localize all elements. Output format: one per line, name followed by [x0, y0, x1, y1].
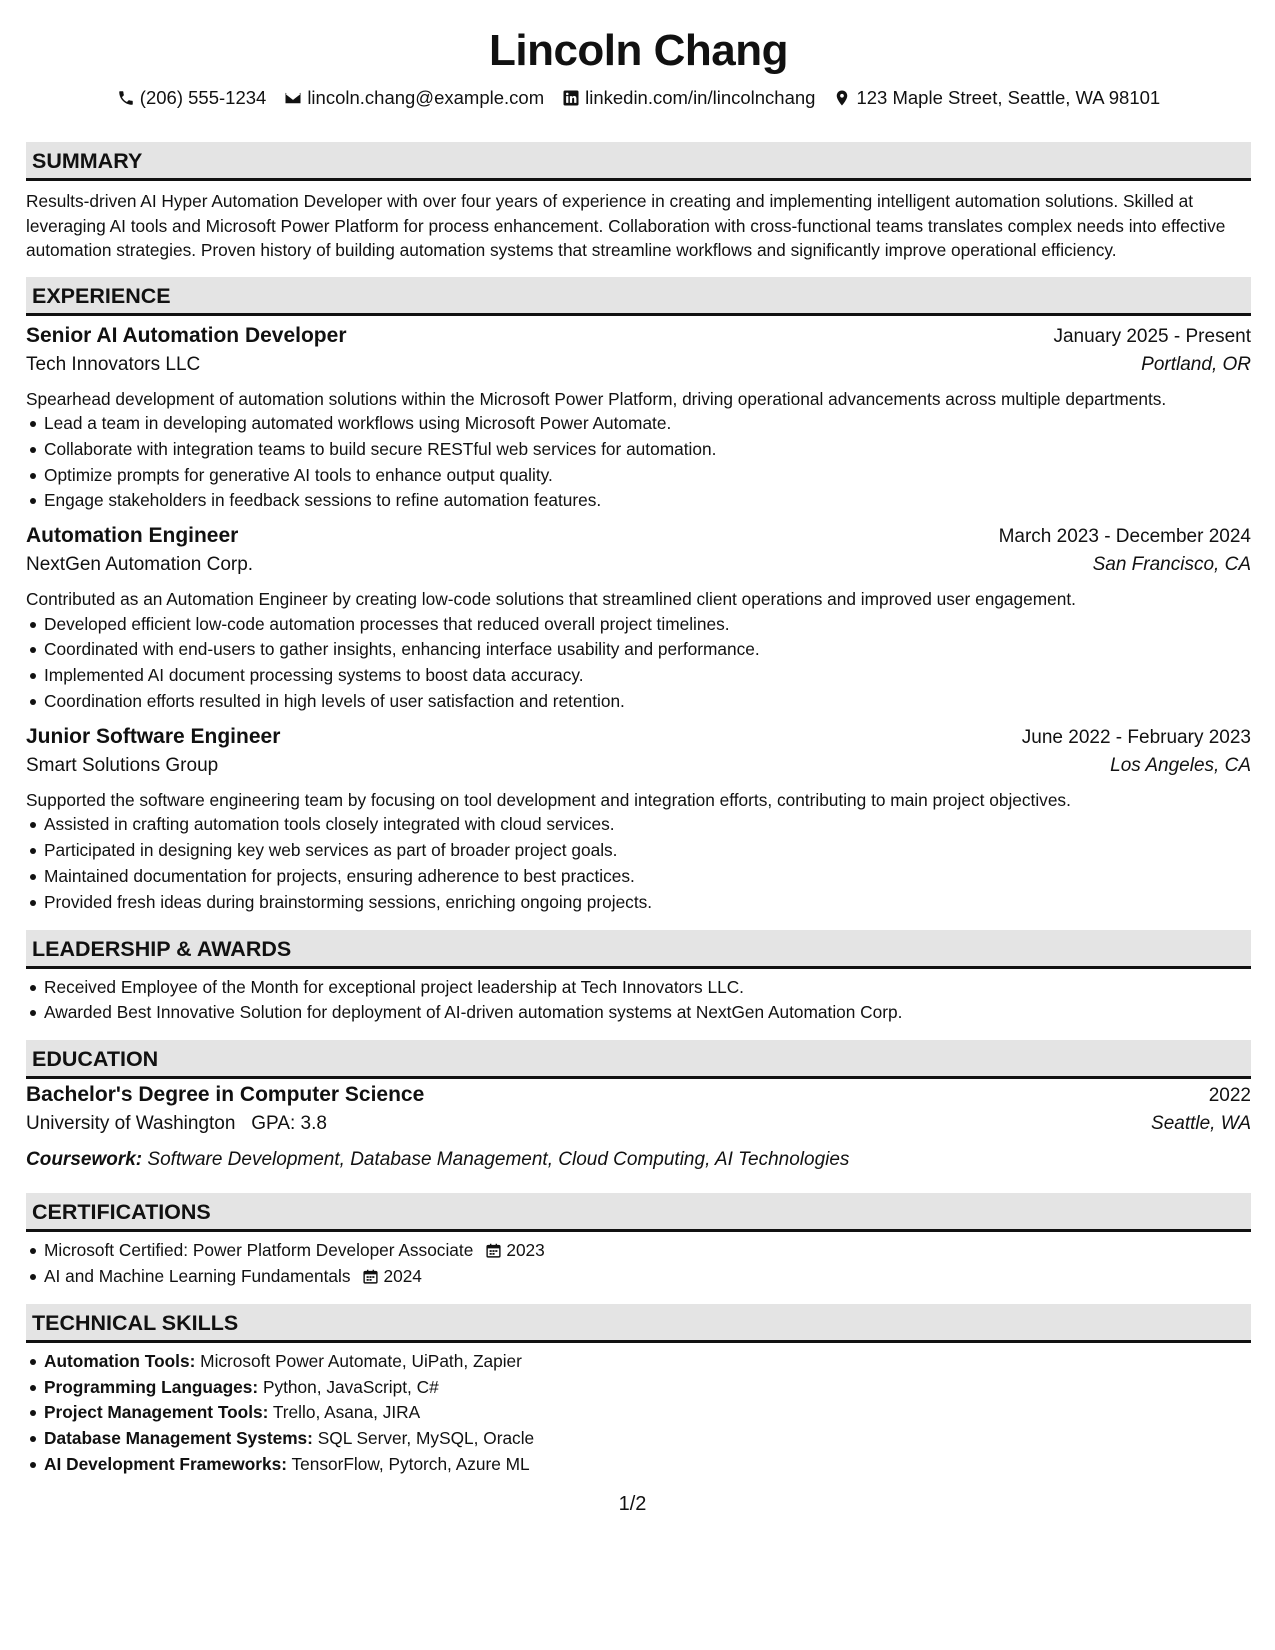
contact-bar — [26, 84, 1251, 112]
job-location: Los Angeles, CA — [1110, 754, 1251, 776]
list-item: Optimize prompts for generative AI tools to enhance output quality. — [44, 463, 1251, 489]
coursework-label: Coursework: — [26, 1149, 143, 1171]
coursework-text: Software Development, Database Management, Cloud Computing, AI Technologies — [147, 1149, 850, 1171]
job-entry — [26, 324, 1251, 515]
education-entry — [26, 1083, 1251, 1175]
certifications-list — [26, 1238, 1251, 1290]
resume-page — [26, 0, 1251, 1515]
job-title: Junior Software Engineer — [26, 724, 281, 748]
list-item: Maintained documentation for projects, ensuring adherence to best practices. — [44, 864, 1251, 890]
job-bullets — [26, 812, 1251, 915]
section-heading-experience: EXPERIENCE — [26, 277, 1251, 316]
job-title: Senior AI Automation Developer — [26, 323, 347, 347]
calendar-icon — [362, 1267, 379, 1284]
job-entry — [26, 725, 1251, 916]
list-item — [44, 1426, 1251, 1452]
linkedin-icon — [562, 89, 580, 107]
job-company: NextGen Automation Corp. — [26, 554, 254, 576]
school-location: Seattle, WA — [1151, 1113, 1251, 1135]
skill-label: AI Development Frameworks: — [44, 1453, 287, 1474]
skills-list — [26, 1349, 1251, 1478]
phone-text: (206) 555-1234 — [139, 87, 267, 108]
contact-email[interactable] — [284, 87, 544, 109]
job-dates: June 2022 - February 2023 — [1021, 726, 1251, 748]
linkedin-text: linkedin.com/in/lincolnchang — [585, 87, 816, 108]
page-number: 1/2 — [618, 1493, 647, 1515]
list-item: Developed efficient low-code automation processes that reduced overall project timelines. — [44, 612, 1251, 638]
list-item — [44, 1349, 1251, 1375]
calendar-icon — [485, 1241, 502, 1258]
list-item: Assisted in crafting automation tools closely integrated with cloud services. — [44, 812, 1251, 838]
skill-value: SQL Server, MySQL, Oracle — [317, 1428, 535, 1449]
certification-year: 2023 — [506, 1240, 545, 1261]
contact-address — [833, 87, 1160, 109]
job-company: Smart Solutions Group — [26, 754, 219, 776]
skill-label: Database Management Systems: — [44, 1428, 313, 1449]
skill-label: Automation Tools: — [44, 1350, 196, 1371]
map-pin-icon — [833, 89, 851, 107]
section-heading-summary: SUMMARY — [26, 142, 1251, 181]
awards-list — [26, 975, 1251, 1027]
job-company: Tech Innovators LLC — [26, 353, 201, 375]
envelope-icon — [284, 89, 302, 107]
skill-label: Programming Languages: — [44, 1376, 259, 1397]
list-item: Lead a team in developing automated workflows using Microsoft Power Automate. — [44, 411, 1251, 437]
job-dates: January 2025 - Present — [1053, 325, 1251, 347]
list-item — [44, 1238, 1251, 1264]
list-item: Coordination efforts resulted in high levels of user satisfaction and retention. — [44, 689, 1251, 715]
list-item: Provided fresh ideas during brainstorming sessions, enriching ongoing projects. — [44, 890, 1251, 916]
skill-value: TensorFlow, Pytorch, Azure ML — [291, 1453, 530, 1474]
job-bullets — [26, 612, 1251, 715]
certification-name: Microsoft Certified: Power Platform Developer Associate — [44, 1240, 474, 1261]
certification-name: AI and Machine Learning Fundamentals — [44, 1265, 351, 1286]
list-item — [44, 1400, 1251, 1426]
job-title: Automation Engineer — [26, 524, 239, 548]
job-location: Portland, OR — [1141, 353, 1251, 375]
list-item: Participated in designing key web services as part of broader project goals. — [44, 838, 1251, 864]
address-text: 123 Maple Street, Seattle, WA 98101 — [856, 87, 1161, 108]
list-item — [44, 1452, 1251, 1478]
list-item: Received Employee of the Month for exceptional project leadership at Tech Innovators LLC. — [44, 975, 1251, 1001]
section-heading-education: EDUCATION — [26, 1040, 1251, 1079]
contact-linkedin[interactable] — [562, 87, 815, 109]
job-location: San Francisco, CA — [1092, 554, 1251, 576]
job-description: Spearhead development of automation solutions within the Microsoft Power Platform, driving operational advancements across multiple departments. — [26, 388, 1167, 409]
skill-value: Microsoft Power Automate, UiPath, Zapier — [200, 1350, 522, 1371]
section-heading-skills: TECHNICAL SKILLS — [26, 1304, 1251, 1343]
skill-label: Project Management Tools: — [44, 1402, 269, 1423]
email-text: lincoln.chang@example.com — [307, 87, 545, 108]
list-item: Coordinated with end-users to gather insights, enhancing interface usability and performance. — [44, 637, 1251, 663]
certification-year: 2024 — [383, 1265, 422, 1286]
coursework — [26, 1145, 1251, 1175]
list-item: Implemented AI document processing systems to boost data accuracy. — [44, 663, 1251, 689]
list-item: Awarded Best Innovative Solution for deployment of AI-driven automation systems at NextGen Automation Corp. — [44, 1000, 1251, 1026]
contact-phone[interactable] — [117, 87, 267, 109]
summary-text: Results-driven AI Hyper Automation Developer with over four years of experience in creating and implementing intelligent automation solutions. Skilled at leveraging AI tools and Microsoft Power Platform for process enhancement. Collaboration with cross-functional teams translates complex needs into effective automation strategies. Proven history of building automation systems that streamline workflows and significantly improve operational efficiency. — [26, 191, 1226, 260]
job-dates: March 2023 - December 2024 — [998, 526, 1251, 548]
job-entry — [26, 524, 1251, 715]
school-name: University of Washington — [26, 1113, 236, 1135]
candidate-name: Lincoln Chang — [488, 26, 789, 75]
skill-value: Trello, Asana, JIRA — [272, 1402, 421, 1423]
list-item — [44, 1264, 1251, 1290]
list-item — [44, 1375, 1251, 1401]
job-description: Contributed as an Automation Engineer by creating low-code solutions that streamlined client operations and improved user engagement. — [26, 589, 1076, 610]
section-heading-awards: LEADERSHIP & AWARDS — [26, 930, 1251, 969]
gpa: GPA: 3.8 — [251, 1113, 327, 1135]
graduation-year: 2022 — [1208, 1085, 1251, 1107]
section-heading-certifications: CERTIFICATIONS — [26, 1193, 1251, 1232]
list-item: Collaborate with integration teams to build secure RESTful web services for automation. — [44, 437, 1251, 463]
job-description: Supported the software engineering team by focusing on tool development and integration efforts, contributing to main project objectives. — [26, 789, 1071, 810]
list-item: Engage stakeholders in feedback sessions to refine automation features. — [44, 488, 1251, 514]
degree-title: Bachelor's Degree in Computer Science — [26, 1083, 425, 1107]
phone-icon — [117, 89, 135, 107]
skill-value: Python, JavaScript, C# — [262, 1376, 439, 1397]
job-bullets — [26, 411, 1251, 514]
